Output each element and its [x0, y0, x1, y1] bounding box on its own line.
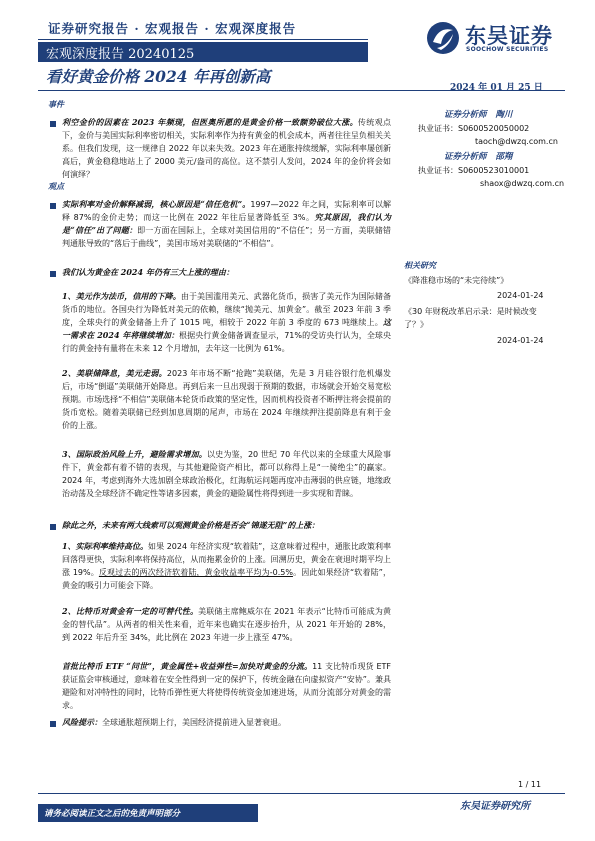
related-research-heading: 相关研究: [404, 260, 436, 270]
analyst-1-name: 陶川: [495, 110, 513, 120]
report-title: 看好黄金价格 2024 年再创新高: [46, 67, 271, 86]
logo-name-cn: 东吴证券: [465, 24, 553, 48]
related-item-2-date: 2024-01-24: [497, 336, 544, 345]
logo-name-en: SOOCHOW SECURITIES: [466, 46, 549, 53]
analyst-2-role: 证券分析师 邵翔: [444, 152, 513, 162]
report-type-banner: [38, 42, 368, 62]
view-paragraph-3: 除此之外，未来有两大线索可以观测黄金价格是否会“锦遂无阻”的上涨：: [62, 520, 320, 530]
bullet-icon: [50, 524, 56, 530]
reason-2-paragraph: 2、美联储降息，美元走弱。2023 年市场不断“抢跑”美联储，先是 3 月硅谷银行危机爆发后，市场“倒逼”美联储开始降息。再到后来一旦出现弱于预期的数据，市场就会开始交易宽松预期。市场选择“不相信”美联储本轮货币政策的坚定性，因而机构投资者不断押注将会提前的货币宽松。随着美联储已经到加息周期的尾声，市场在 2024 年继续押注提前降息有利于金价的上涨。: [62, 368, 391, 430]
reason-3-paragraph: 3、国际政治风险上升，避险需求增加。以史为鉴，20 世纪 70 年代以来的全球重大风险事件下，黄金都有着不错的表现，与其他避险资产相比，都可以称得上是“一骑绝尘”的赢家。2024 年，考虑到海外大选加剧全球政治极化，红海航运问题再度冲击薄弱的供应链，地缘政治动荡及全球经济不确定性等诸多因素，黄金的避险属性将得到进一步实现和青睐。: [62, 449, 391, 498]
related-item-1-date: 2024-01-24: [497, 291, 544, 300]
section-event-heading: 事件: [48, 99, 64, 109]
section-view-heading: 观点: [48, 181, 64, 191]
related-item-1[interactable]: 《降准稳市场的“未完待续”》: [404, 276, 509, 285]
bullet-icon: [50, 721, 56, 727]
disclaimer-text: 请务必阅读正文之后的免责声明部分: [44, 809, 181, 819]
report-date: 2024 年 01 月 25 日: [450, 83, 543, 93]
page-number: 1 / 11: [518, 780, 542, 789]
analyst-2-name: 邵翔: [495, 152, 513, 162]
reason-1-paragraph: 1、美元作为法币，信用的下降。由于美国滥用美元、武器化货币，损害了美元作为国际储备货币的地位。各国央行为降低对美元的依赖，继续“抛美元、加黄金”。截至 2023 年前 3 季度，全球央行的黄金储备上升了 1015 吨，相较于 2022 年前 3 季度的 673 吨继续上。这一需求在 2024 年将继续增加：根据央行黄金储备调查显示，71%的受访央行认为，全球央行的黄金持有量将在未来 12 个月增加，去年这一比例为 61%。: [62, 291, 391, 353]
clue-2-paragraph: 2、比特币对黄金有一定的可替代性。美联储主席鲍威尔在 2021 年表示“比特币可能成为黄金的替代品”。从两者的相关性来看，近年来也确实在逐步抬升，从 2021 年开始的 28%，到 2022 年后升至 34%，此比例在 2023 年进一步上涨至 47%。: [62, 606, 391, 642]
view-paragraph-1: 实际利率对金价解释减弱，核心原因是“信任危机”。1997—2022 年之间，实际利率可以解释 87%的金价走势；而这一比例在 2022 年往后显著降低至 3%。究其原因，我们认为是“信任”出了问题：即一方面在国际上，全球对美国信用的“不信任”；另一方面，美联储错判通胀导致的“落后于曲线”，美国市场对美联储的“不相信”。: [62, 199, 391, 248]
analyst-1-role: 证券分析师 陶川: [444, 110, 513, 120]
etf-paragraph: 首批比特币 ETF “问世”，黄金属性+收益弹性=加快对黄金的分流。11 支比特币现货 ETF 获证监会审核通过，意味着在安全性得到一定的保护下，传统金融在向虚拟资产“安协”。兼具避险和对冲特性的同时，比特币弹性更大将使得传统资金加速进场，从而分流部分对黄金的需求。: [62, 661, 391, 710]
view-paragraph-2: 我们认为黄金在 2024 年仍有三大上涨的理由：: [62, 267, 234, 277]
bullet-icon: [50, 271, 56, 277]
footer-divider: [38, 793, 565, 794]
report-series: 证券研究报告 · 宏观报告 · 宏观深度报告: [48, 21, 297, 36]
bullet-icon: [50, 203, 56, 209]
bullet-icon: [50, 121, 56, 127]
report-type: 宏观深度报告 20240125: [46, 47, 195, 62]
related-item-2[interactable]: 《30 年财税改革启示录：是时候改变了？》: [404, 307, 537, 329]
analyst-2-email[interactable]: shaox@dwzq.com.cn: [480, 179, 565, 188]
footer-organization: 东吴证券研究所: [460, 801, 530, 812]
clue-1-paragraph: 1、实际利率维持高位。如果 2024 年经济实现“软着陆”，这意味着过程中，通胀比政策利率回落得更快，实际利率将保持高位，从而拖累金价的上涨。回溯历史，黄金在衰退时期平均上涨 19%。反观过去的两次经济软着陆，黄金收益率平均为-0.5%。因此如果经济“软着陆”，黄金的吸引力可能会下降。: [62, 541, 391, 590]
logo-mark-icon: [425, 20, 461, 56]
risk-paragraph: 风险提示：全球通胀超预期上行，美国经济提前进入显著衰退。: [62, 717, 286, 727]
analyst-2-cert: 执业证书：S0600523010001: [418, 166, 530, 175]
event-paragraph: 利空金价的因素在 2023 年频现，但医奥所愿的是黄金价格一致额势破位大涨。传统观点下，金价与美国实际利率密切相关，实际利率作为持有黄金的机会成本，两者往往呈负相关关系。但我们发现，这一规律自 2022 年以来失效。2023 年在通胀持续缓解，实际利率屡创新高后，黄金稳稳地站上了 2000 美元/盎司的高位。这不禁引人发问，2024 年的金价将会如何演绎？: [62, 117, 391, 179]
disclaimer-banner: [38, 804, 258, 822]
analyst-1-cert: 执业证书：S0600520050002: [418, 124, 530, 133]
report-series-banner: [38, 16, 368, 40]
company-logo: [425, 20, 565, 58]
analyst-1-email[interactable]: taoch@dwzq.com.cn: [475, 137, 558, 146]
